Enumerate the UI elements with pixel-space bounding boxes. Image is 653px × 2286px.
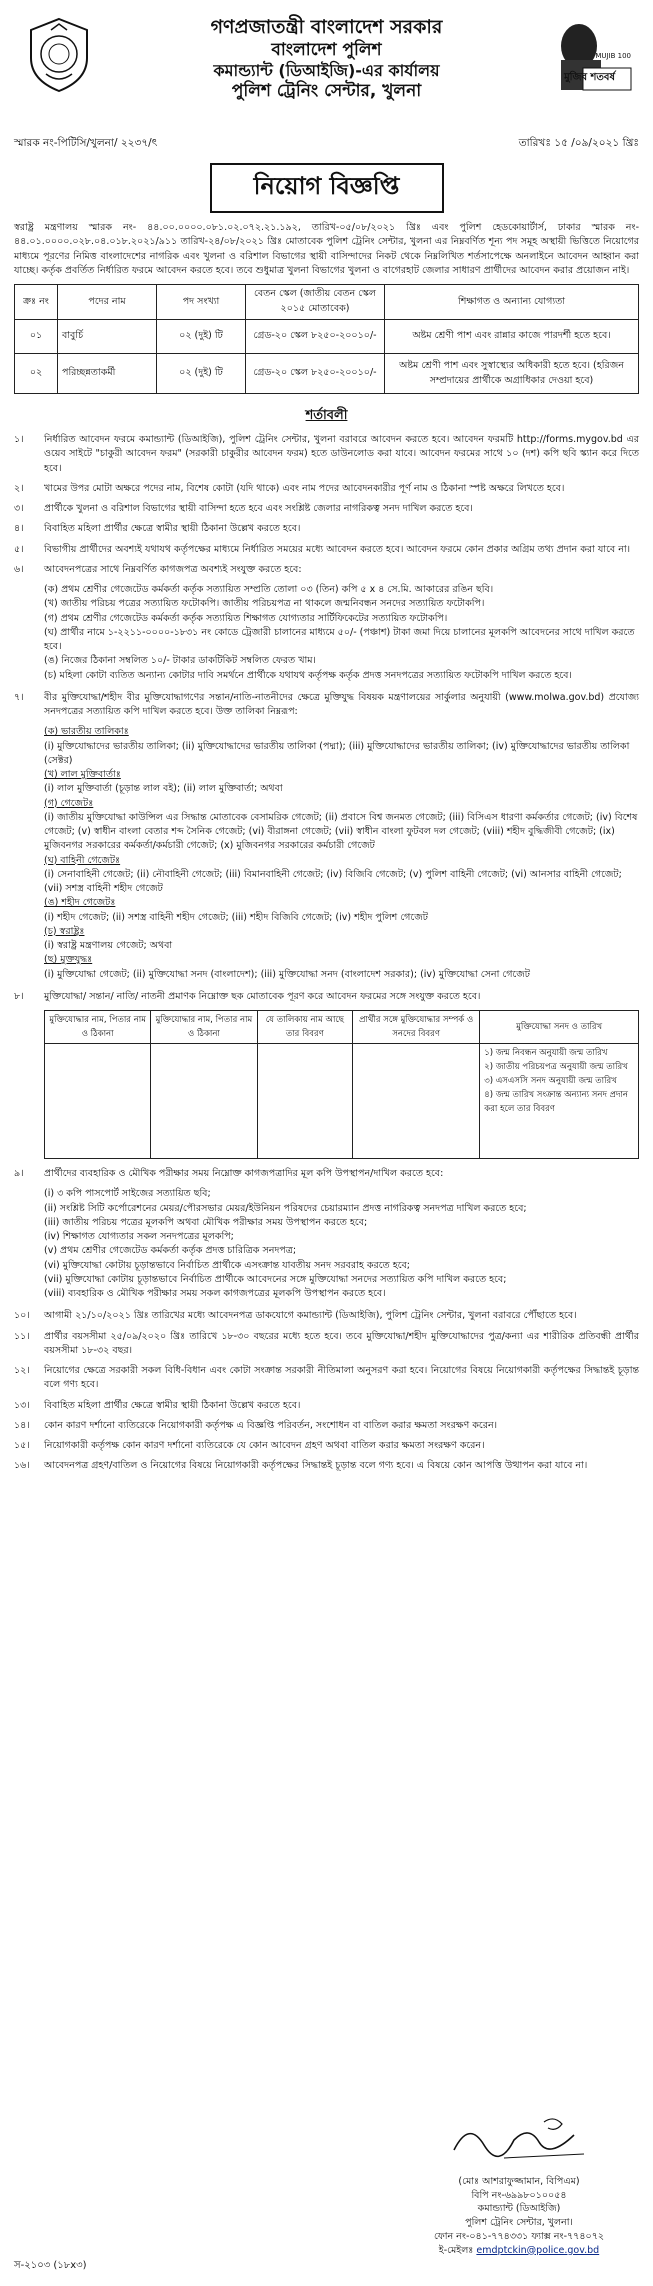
- list-item: (vii) মুক্তিযোদ্ধা কোটায় চূড়ান্তভাবে নির্বাচিত প্রার্থীকে আবেদনের সঙ্গে মুক্তিযোদ্ধা সনদের সত্যায়িত কপি দাখিল করতে হবে;: [44, 1273, 507, 1285]
- group-label: (ক) ভারতীয় তালিকাঃ: [44, 726, 129, 738]
- group-text: (i) জাতীয় মুক্তিযোদ্ধা কাউন্সিল এর সিদ্ধান্ত মোতাবেক বেসামরিক গেজেট; (ii) প্রবাসে বিশ্ব জনমত গেজেট; (iii) বিসিএস ধারণা কর্মকর্তার গেজেট; (iv) বিশেষ গেজেট; (v) স্বাধীন বাংলা বেতার শব্দ সৈনিক গেজেট; (vi) বীরাঙ্গনা গেজেট; (vii) স্বাধীন বাংলা ফুটবল দল গেজেট; (viii) শহীদ বুদ্ধিজীবী গেজেট; (ix) মুজিবনগর সরকারের কর্মকর্তা/কর্মচারী গেজেট; (x) মুজিবনগর সরকারের কর্মচারী গেজেট: [44, 811, 638, 852]
- row-sl: ০২: [15, 354, 58, 394]
- condition-text: বিভাগীয় প্রার্থীদের অবশ্যই যথাযথ কর্তৃপক্ষের মাধ্যমে নির্ধারিত সময়ের মধ্যে আবেদন করতে হবে। আবেদন ফরমে কোন প্রকার অগ্রিম তথ্য প্রদান করা যাবে না।: [44, 543, 631, 555]
- condition-text: খামের উপর মোটা অক্ষরে পদের নাম, বিশেষ কোটা (যদি থাকে) এবং নাম পদের আবেদনকারীর পূর্ণ নাম ও ঠিকানা স্পষ্ট অক্ষরে লিখতে হবে।: [44, 482, 565, 494]
- contact-email-row: [419, 2244, 619, 2258]
- condition-number: ৪।: [14, 523, 24, 535]
- col-count: পদ সংখ্যা: [157, 285, 246, 320]
- list-item: (vi) মুক্তিযোদ্ধা কোটায় চূড়ান্তভাবে নির্বাচিত প্রার্থীকে এসংক্রান্ত যাবতীয় সনদ সরবরাহ করতে হবে;: [44, 1259, 410, 1271]
- condition-item: [14, 1364, 639, 1393]
- row-qual: অষ্টম শ্রেণী পাশ এবং সুস্বাস্থ্যের অধিকারী হতে হবে। (হরিজন সম্প্রদায়ের প্রার্থীকে অগ্রাধিকার দেওয়া হবে): [385, 354, 639, 394]
- condition-number: ১৪।: [14, 1419, 30, 1431]
- org-name: বাংলাদেশ পুলিশ: [271, 39, 382, 60]
- group-label: (ঙ) শহীদ গেজেটঃ: [44, 897, 116, 909]
- row-post: পরিচ্ছন্নতাকর্মী: [58, 354, 157, 394]
- condition-item: [14, 1167, 639, 1181]
- condition-item: [14, 1309, 639, 1323]
- notice-title: নিয়োগ বিজ্ঞপ্তি: [210, 163, 444, 213]
- condition-text: আগামী ২১/১০/২০২১ খ্রিঃ তারিখের মধ্যে আবেদনপত্র ডাকযোগে কমান্ড্যান্ট (ডিআইজি), পুলিশ ট্রেনিং সেন্টার, খুলনা বরাবরে পৌঁছাতে হবে।: [44, 1310, 577, 1322]
- condition-text: প্রার্থীদের ব্যবহারিক ও মৌখিক পরীক্ষার সময় নিম্নোক্ত কাগজপত্রাদির মূল কপি উপস্থাপন/দাখিল করতে হবে:: [44, 1168, 444, 1179]
- posts-table: [14, 284, 639, 394]
- condition-item: [14, 433, 639, 476]
- group-label: (খ) লাল মুক্তিবার্তাঃ: [44, 769, 121, 780]
- condition-text: মুক্তিযোদ্ধা/ সন্তান/ নাতি/ নাতনী প্রমাণক নিম্নোক্ত ছক মোতাবেক পূরণ করে আবেদন ফরমের সঙ্গে সংযুক্ত করতে হবে।: [44, 990, 481, 1002]
- bangladesh-police-emblem-icon: [24, 16, 94, 94]
- condition-number: ১৬।: [14, 1460, 30, 1472]
- row-post: বাবুর্চি: [58, 320, 157, 354]
- col-scale: বেতন স্কেল (জাতীয় বেতন স্কেল ২০১৫ মোতাবেক): [246, 285, 385, 320]
- mujib-logo-text: মুজিব শতবর্ষ: [564, 72, 615, 83]
- condition-number: ১।: [14, 434, 24, 445]
- group-text: (i) স্বরাষ্ট্র মন্ত্রণালয় গেজেট; অথবা: [44, 940, 173, 951]
- form-table-header: [45, 1011, 639, 1044]
- list-item: (ii) সংশ্লিষ্ট সিটি কর্পোরেশনের মেয়র/পৌরসভার মেয়র/ইউনিয়ন পরিষদের চেয়ারম্যান প্রদত্ত নাগরিকত্ব সনদপত্র দাখিল করতে হবে;: [44, 1202, 527, 1214]
- group-label: (ছ) মুক্তযুদ্ধঃ: [44, 954, 93, 966]
- row-sl: ০১: [15, 320, 58, 354]
- group-text: (i) লাল মুক্তিবার্তা (চূড়ান্ত লাল বই); (ii) লাল মুক্তিবার্তা; অথবা: [44, 783, 283, 795]
- condition-item: [14, 502, 639, 516]
- list-item: ৪) জন্ম তারিখ সংক্রান্ত অন্যান্য সনদ প্রদান করা হলে তার বিবরণ: [484, 1090, 629, 1114]
- condition-number: ১৫।: [14, 1440, 30, 1451]
- condition-number: ৩।: [14, 503, 24, 514]
- condition-item: [14, 543, 639, 557]
- condition-text: বিবাহিত মহিলা প্রার্থীর ক্ষেত্রে স্বামীর স্থায়ী ঠিকানা উল্লেখ করতে হবে।: [44, 523, 301, 535]
- list-item: (গ) প্রথম শ্রেণীর গেজেটেড কর্মকর্তা কর্তৃক সত্যায়িত শিক্ষাগত যোগ্যতার সার্টিফিকেটের সত্যায়িত ফটোকপি।: [44, 612, 448, 624]
- condition-text: বিবাহিত মহিলা প্রার্থীর ক্ষেত্রে স্বামীর স্থায়ী ঠিকানা উল্লেখ করতে হবে।: [44, 1399, 301, 1411]
- email-link[interactable]: emdptckin@police.gov.bd: [476, 2244, 600, 2256]
- list-item: (খ) জাতীয় পরিচয় পত্রের সত্যায়িত ফটোকপি। জাতীয় পরিচয়পত্র না থাকলে জন্মনিবন্ধন সনদের সত্যায়িত ফটোকপি।: [44, 598, 485, 610]
- condition-number: ৫।: [14, 543, 24, 555]
- list-item: ২) জাতীয় পরিচয়পত্র অনুযায়ী জন্ম তারিখ: [484, 1062, 628, 1072]
- signatory-title: কমান্ড্যান্ট (ডিআইজি): [477, 2203, 561, 2215]
- blank-cell: [257, 1044, 352, 1159]
- condition-number: ১২।: [14, 1365, 30, 1376]
- list-item: (ক) প্রথম শ্রেণীর গেজেটেড কর্মকর্তা কর্তৃক সত্যায়িত সম্প্রতি তোলা ০৩ (তিন) কপি ৫ x ৪ সে.মি. আকারের রঙিন ছবি।: [44, 584, 494, 595]
- conditions-title: শর্তাবলী: [305, 408, 348, 423]
- row-scale: গ্রেড-২০ স্কেল ৮২৫০-২০০১০/-: [246, 354, 385, 394]
- col-qual: শিক্ষাগত ও অন্যান্য যোগ্যতা: [385, 285, 639, 320]
- condition-item: [14, 563, 639, 577]
- office-name: কমান্ড্যান্ট (ডিআইজি)-এর কার্যালয়: [213, 61, 440, 80]
- blank-cell: [45, 1044, 151, 1159]
- col-post: পদের নাম: [58, 285, 157, 320]
- condition-text: আবেদনপত্র গ্রহণ/বাতিল ও নিয়োগের বিষয়ে নিয়োগকারী কর্তৃপক্ষের সিদ্ধান্তই চূড়ান্ত বলে গণ্য হবে। এ বিষয়ে কোন আপত্তি উত্থাপন করা যাবে না।: [44, 1460, 588, 1472]
- list-item: ৩) এসএসসি সনদ অনুযায়ী জন্ম তারিখ: [484, 1076, 617, 1086]
- memo-number: স্মারক নং-পিটিসি/খুলনা/ ২২৩৭/ৎ: [14, 137, 158, 149]
- group-text: (i) মুক্তিযোদ্ধা গেজেট; (ii) মুক্তিযোদ্ধা সনদ (বাংলাদেশ); (iii) মুক্তিযোদ্ধা সনদ (বাংলাদেশ সরকার); (iv) মুক্তিযোদ্ধা সেনা গেজেট: [44, 968, 530, 980]
- condition-item: [14, 1459, 639, 1473]
- condition-text: আবেদনপত্রের সাথে নিম্নবর্ণিত কাগজপত্র অবশ্যই সংযুক্ত করতে হবে:: [44, 563, 302, 575]
- condition-number: ৬।: [14, 563, 24, 575]
- contact-phone: ফোন নং-০৪১-৭৭৪৩৩১ ফ্যাক্স নং-৭৭৪০৭২: [433, 2230, 605, 2242]
- condition-item: [14, 1419, 639, 1433]
- print-code: স-২১০৩ (১৮x৩): [14, 2260, 87, 2271]
- mujib-logo-sub: MUJIB 100: [595, 52, 631, 60]
- freedom-fighter-form-table: [44, 1010, 639, 1159]
- form-col: মুক্তিযোদ্ধার নাম, পিতার নাম ও ঠিকানা: [151, 1011, 257, 1044]
- list-item: (চ) মহিলা কোটা ব্যতিত অন্যান্য কোটার দাবি সমর্থনে প্রার্থীকে যথাযথ কর্তৃপক্ষ কর্তৃক প্রদত্ত সনদপত্রের সত্যায়িত ফটোকপি দাখিল করতে হবে।: [44, 669, 572, 681]
- list-item: (v) প্রথম শ্রেণীর গেজেটেড কর্মকর্তা কর্তৃক প্রদত্ত চারিত্রিক সনদপত্র;: [44, 1245, 297, 1257]
- condition-number: ৮।: [14, 990, 24, 1002]
- condition-item: [14, 1399, 639, 1413]
- govt-name: গণপ্রজাতন্ত্রী বাংলাদেশ সরকার: [210, 16, 443, 38]
- signatory-office: পুলিশ ট্রেনিং সেন্টার, খুলনা।: [465, 2217, 573, 2229]
- list-item: (ঙ) নিজের ঠিকানা সম্বলিত ১০/- টাকার ডাকটিকিট সম্বলিত ফেরত খাম।: [44, 655, 316, 667]
- condition-number: ১১।: [14, 1330, 30, 1342]
- group-text: (i) মুক্তিযোদ্ধাদের ভারতীয় তালিকা; (ii) মুক্তিযোদ্ধাদের ভারতীয় তালিকা (পদ্মা); (iii) মুক্তিযোদ্ধাদের ভারতীয় তালিকা; (iv) মুক্তিযোদ্ধাদের ভারতীয় তালিকা (সেক্টর): [44, 740, 630, 766]
- col-sl: ক্রঃ নং: [15, 285, 58, 320]
- memo-date: তারিখঃ ১৫ /০৯/২০২১ খ্রিঃ: [518, 137, 639, 149]
- group-label: (ঘ) বাহিনী গেজেটঃ: [44, 854, 121, 866]
- condition-text: নির্ধারিত আবেদন ফরমে কমান্ড্যান্ট (ডিআইজি), পুলিশ ট্রেনিং সেন্টার, খুলনা বরাবরে আবেদন করতে হবে। আবেদন ফরমটি http://forms.mygov.bd এর ওয়েব সাইটে "চাকুরী আবেদন ফরম" (সরকারী চাকুরীর আবেদন ফরম) হতে ডাউনলোড করা যাবে। আবেদন ফরমের সাথে ১০ (দশ) কপি ছবি স্ক্যান করে দিতে হবে।: [44, 434, 639, 474]
- list-item: (iii) জাতীয় পরিচয় পত্রের মূলকপি অথবা মৌখিক পরীক্ষার সময় উপস্থাপন করতে হবে;: [44, 1216, 368, 1228]
- condition-item: [14, 522, 639, 536]
- condition-text: কোন কারণ দর্শানো ব্যতিরেকে নিয়োগকারী কর্তৃপক্ষ এ বিজ্ঞপ্তি পরিবর্তন, সংশোধন বা বাতিল করার ক্ষমতা সংরক্ষণ করেন।: [44, 1419, 498, 1431]
- condition-number: ৯।: [14, 1168, 24, 1179]
- condition-number: ২।: [14, 482, 24, 494]
- condition-item: [14, 990, 639, 1004]
- signature-block: [419, 2110, 619, 2257]
- condition-text: প্রার্থীর বয়সসীমা ২৫/০৯/২০২০ খ্রিঃ তারিখে ১৮-৩০ বছরের মধ্যে হতে হবে। তবে মুক্তিযোদ্ধা/শহীদ মুক্তিযোদ্ধাদের পুত্র/কন্যা এর শারীরিক প্রতিবন্ধী প্রার্থীর বয়সসীমা ১৮-৩২ বছর।: [44, 1330, 639, 1356]
- condition-text: নিয়োগের ক্ষেত্রে সরকারী সকল বিধি-বিধান এবং কোটা সংক্রান্ত সরকারী নীতিমালা অনুসরণ করা হবে। নিয়োগের বিষয়ে নিয়োগকারী কর্তৃপক্ষের সিদ্ধান্তই চূড়ান্ত বলে গণ্য হবে।: [44, 1365, 639, 1391]
- list-item: (viii) ব্যবহারিক ও মৌখিক পরীক্ষার সময় সকল কাগজপত্রের মূলকপি উপস্থাপন করতে হবে।: [44, 1288, 386, 1299]
- signatory-name: (মোঃ আশরাফুজ্জামান, বিপিএম): [458, 2175, 580, 2187]
- group-text: (i) সেনাবাহিনী গেজেট; (ii) নৌবাহিনী গেজেট; (iii) বিমানবাহিনী গেজেট; (iv) বিজিবি গেজেট; (v) পুলিশ বাহিনী গেজেট; (vi) আনসার বাহিনী গেজেট; (vii) সশস্ত্র বাহিনী শহীদ গেজেট: [44, 868, 622, 894]
- dob-list-cell: [480, 1044, 639, 1159]
- row-scale: গ্রেড-২০ স্কেল ৮২৫০-২০০১০/-: [246, 320, 385, 354]
- list-item: ১) জন্ম নিবন্ধন অনুযায়ী জন্ম তারিখ: [484, 1048, 608, 1058]
- form-col: যে তালিকায় নাম আছে তার বিবরণ: [257, 1011, 352, 1044]
- group-text: (i) শহীদ গেজেট; (ii) সশস্ত্র বাহিনী শহীদ গেজেট; (iii) শহীদ বিজিবি গেজেট; (iv) শহীদ পুলিশ গেজেট: [44, 911, 428, 923]
- blank-cell: [151, 1044, 257, 1159]
- condition-text: বীর মুক্তিযোদ্ধা/শহীদ বীর মুক্তিযোদ্ধাগণের সন্তান/নাতি-নাতনীদের ক্ষেত্রে মুক্তিযুদ্ধ বিষয়ক মন্ত্রণালয়ের সার্কুলার অনুযায়ী (www.molwa.gov.bd) প্রযোজ্য সনদপত্রের সত্যায়িত কপি দাখিল করতে হবে। উক্ত তালিকা নিম্নরূপ:: [44, 691, 639, 717]
- table-row: [15, 354, 639, 394]
- condition-number: ১৩।: [14, 1399, 30, 1411]
- freedom-fighter-lists: [44, 725, 639, 982]
- condition-text: প্রার্থীকে খুলনা ও বরিশাল বিভাগের স্থায়ী বাসিন্দা হতে হবে এবং সংশ্লিষ্ট জেলার নাগরিকত্ব সনদ দাখিল করতে হবে।: [44, 503, 473, 514]
- form-col: মুক্তিযোদ্ধার নাম, পিতার নাম ও ঠিকানা: [45, 1011, 151, 1044]
- condition-item: [14, 1439, 639, 1453]
- memo-row: [14, 136, 639, 153]
- row-count: ০২ (দুই) টি: [157, 354, 246, 394]
- list-item: (i) ৩ কপি পাসপোর্ট সাইজের সত্যায়িত ছবি;: [44, 1188, 211, 1200]
- documents-list: [44, 1187, 639, 1301]
- notice-page: [14, 10, 639, 2276]
- handwritten-signature: [444, 2110, 594, 2170]
- signatory-bp: বিপি নং-৬৯৯৮০১০০৫৪: [471, 2189, 567, 2201]
- condition-number: ৭।: [14, 691, 24, 703]
- group-label: (গ) গেজেটঃ: [44, 797, 94, 809]
- table-row: [15, 320, 639, 354]
- form-col: প্রার্থীর সঙ্গে মুক্তিযোদ্ধার সম্পর্ক ও সনদের বিবরণ: [353, 1011, 480, 1044]
- email-label: ই-মেইলঃ: [438, 2244, 474, 2256]
- blank-cell: [353, 1044, 480, 1159]
- condition-item: [14, 482, 639, 496]
- condition-item: [14, 1330, 639, 1359]
- condition-item: [14, 691, 639, 720]
- posts-table-header: [15, 285, 639, 320]
- intro-paragraph: স্বরাষ্ট্র মন্ত্রণালয় স্মারক নং- ৪৪.০০.০০০০.০৮১.০২.০৭২.২১.১৯২, তারিখ-০৫/০৮/২০২১ খ্রিঃ এবং পুলিশ হেডকোয়ার্টার্স, ঢাকার স্মারক নং- ৪৪.০১.০০০০.০২৮.০৪.০১৮.২০২১/৯১১ তারিখ-২৪/০৮/২০২১ খ্রিঃ মোতাবেক পুলিশ ট্রেনিং সেন্টার, খুলনা এর নিম্নবর্ণিত শূন্য পদ সমূহ অস্থায়ী ভিত্তিতে নিয়োগের মাধ্যমে পূরণের নিমিত্ত বাংলাদেশের নাগরিক এবং খুলনা ও বরিশাল বিভাগের স্থায়ী বাসিন্দাদের নিকট থেকে নিম্নলিখিত শর্তসাপেক্ষে অনলাইনে আবেদন আহ্বান করা যাচ্ছে। কর্তৃক প্রবর্তিত নির্ধারিত ফরমে আবেদন করতে হবে। তবে শুধুমাত্র খুলনা বিভাগের খুলনা ও বাগেরহাট জেলার সাধারণ প্রার্থীদের আবেদন করার প্রয়োজন নাই।: [14, 222, 639, 276]
- list-item: (ঘ) প্রার্থীর নামে ১-২২১১-০০০০-১৮৩১ নং কোডে ট্রেজারী চালানের মাধ্যমে ৫০/- (পঞ্চাশ) টাকা জমা দিয়ে চালানের মূলকপি আবেদনের সাথে দাখিল করতে হবে।: [44, 626, 635, 652]
- row-qual: অষ্টম শ্রেণী পাশ এবং রান্নার কাজে পারদর্শী হতে হবে।: [385, 320, 639, 354]
- condition-number: ১০।: [14, 1310, 30, 1322]
- group-label: (চ) স্বরাষ্ট্রঃ: [44, 925, 85, 937]
- table-row: [45, 1044, 639, 1159]
- list-item: (iv) শিক্ষাগত যোগ্যতার সকল সনদপত্রের মূলকপি;: [44, 1231, 234, 1242]
- condition-text: নিয়োগকারী কর্তৃপক্ষ কোন কারণ দর্শানো ব্যতিরেকে যে কোন আবেদন গ্রহণ অথবা বাতিল করার ক্ষমতা সংরক্ষণ করেন।: [44, 1440, 485, 1451]
- mujib-100-logo: [543, 18, 633, 93]
- office-location: পুলিশ ট্রেনিং সেন্টার, খুলনা: [231, 81, 422, 101]
- attachments-list: [44, 583, 639, 683]
- row-count: ০২ (দুই) টি: [157, 320, 246, 354]
- letterhead: [14, 10, 639, 128]
- form-col: মুক্তিযোদ্ধা সনদ ও তারিখ: [480, 1011, 639, 1044]
